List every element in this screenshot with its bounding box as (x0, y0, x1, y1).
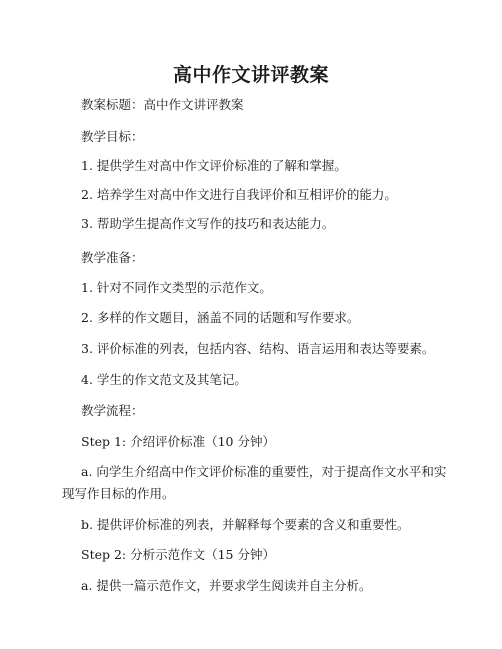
step-1-item-a-cont: 现写作目标的作用。 (62, 486, 175, 501)
objective-1: 1. 提供学生对高中作文评价标准的了解和掌握。 (81, 158, 347, 173)
preparation-heading: 教学准备： (81, 250, 144, 265)
step-1-item-b: b. 提供评价标准的列表，并解释每个要素的含义和重要性。 (81, 517, 410, 532)
objective-2: 2. 培养学生对高中作文进行自我评价和互相评价的能力。 (81, 187, 397, 202)
step-2-item-a: a. 提供一篇示范作文，并要求学生阅读并自主分析。 (81, 578, 372, 593)
step-2-heading: Step 2: 分析示范作文（15 分钟） (81, 547, 275, 562)
step-1-item-a: a. 向学生介绍高中作文评价标准的重要性，对于提高作文水平和实 (81, 464, 447, 479)
lesson-title-line: 教案标题：高中作文讲评教案 (81, 97, 244, 112)
objective-3: 3. 帮助学生提高作文写作的技巧和表达能力。 (81, 216, 335, 231)
step-1-heading: Step 1: 介绍评价标准（10 分钟） (81, 434, 275, 449)
procedure-heading: 教学流程： (81, 403, 144, 418)
preparation-3: 3. 评价标准的列表，包括内容、结构、语言运用和表达等要素。 (81, 341, 435, 356)
preparation-1: 1. 针对不同作文类型的示范作文。 (81, 280, 272, 295)
preparation-2: 2. 多样的作文题目，涵盖不同的话题和写作要求。 (81, 310, 360, 325)
document-title: 高中作文讲评教案 (172, 64, 329, 86)
objectives-heading: 教学目标： (81, 129, 144, 144)
preparation-4: 4. 学生的作文范文及其笔记。 (81, 372, 247, 387)
